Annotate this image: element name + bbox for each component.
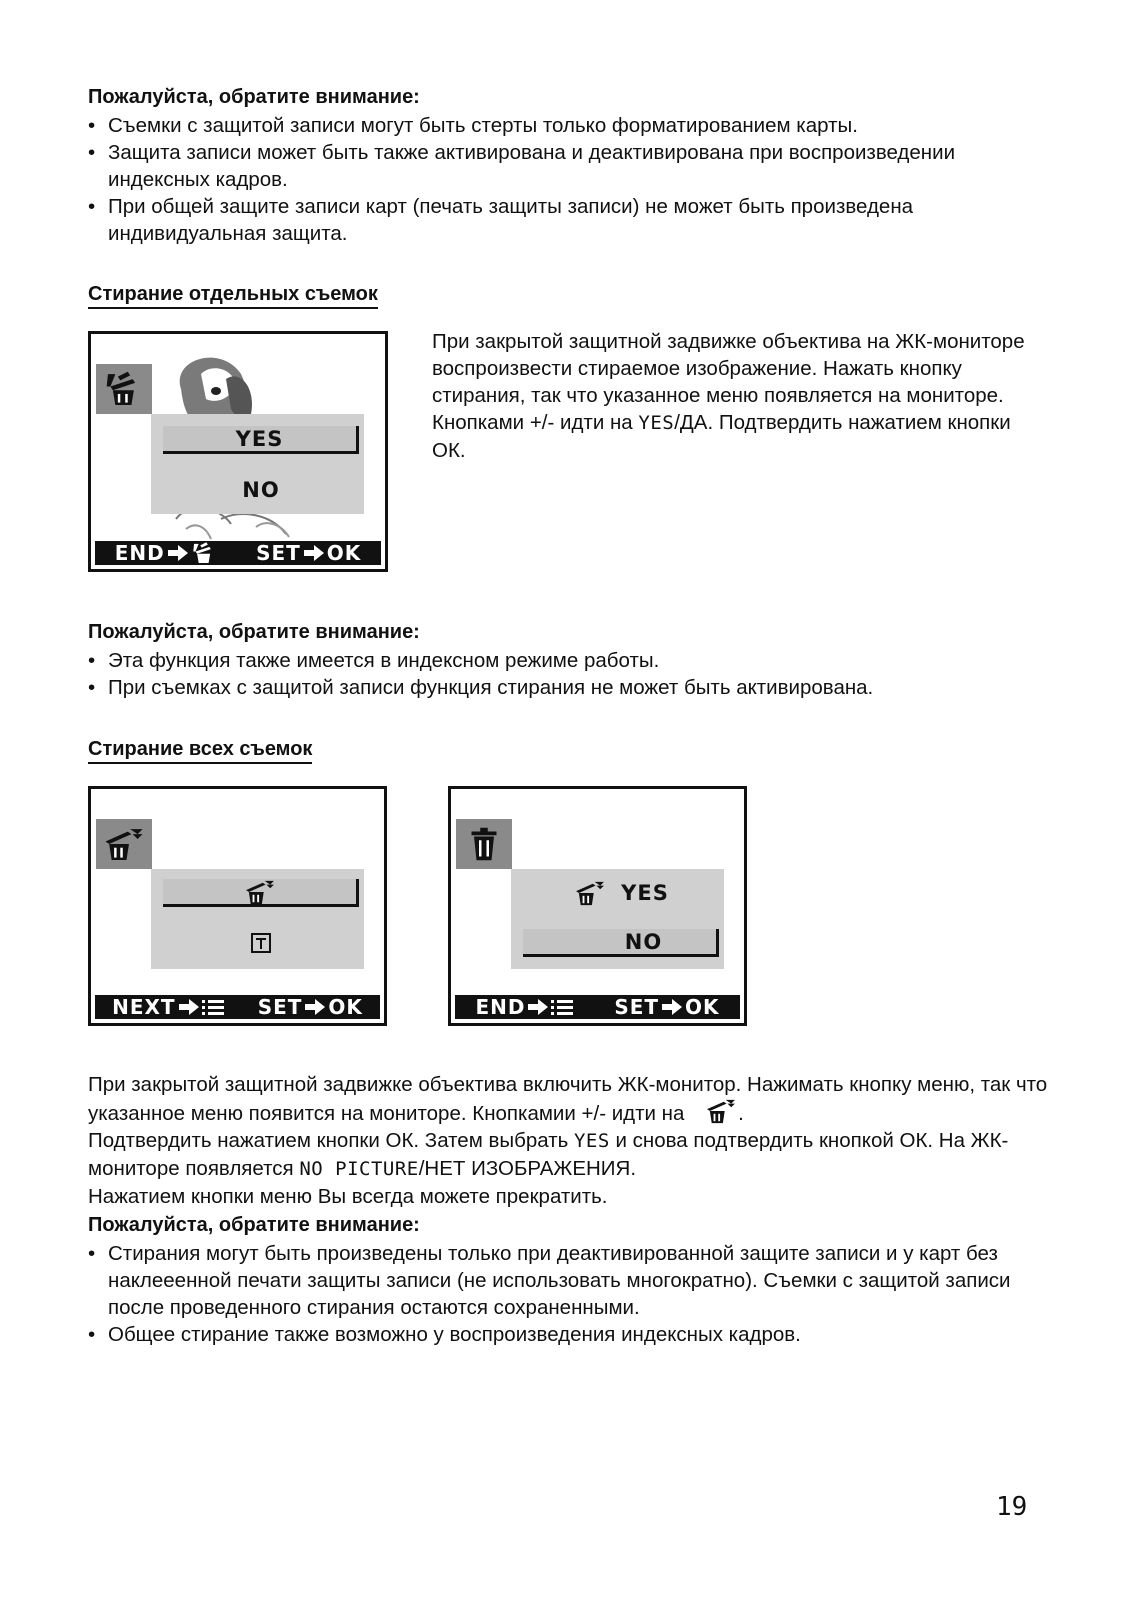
note-list [88,1240,1033,1348]
section-heading: Стирание всех съемок [88,737,312,764]
arrow-right-icon [662,999,682,1015]
status-set-label: SET [256,541,301,565]
list-item: • При съемках с защитой записи функция стирания не может быть активирована. [88,674,1048,701]
delete-single-icon [96,364,152,414]
list-item: • Общее стирание также возможно у воспроизведения индексных кадров. [88,1321,1033,1348]
arrow-right-icon [168,545,188,561]
arrow-right-icon [179,999,199,1015]
no-picture-term: NO PICTURE [299,1158,419,1180]
protect-icon [251,933,271,953]
description-text: /НЕТ ИЗОБРАЖЕНИЯ. [418,1157,637,1180]
status-next-label: NEXT [112,995,176,1019]
section1-description [432,328,1042,464]
note-list [88,112,1048,247]
status-bar [95,541,381,565]
status-ok-label: OK [326,541,362,565]
description-text: /ДА. Подтвердить нажатием кнопки ОК. [432,411,1011,462]
arrow-right-icon [304,545,324,561]
status-end-label: END [114,541,165,565]
description-line [88,1127,1048,1183]
delete-all-icon [704,1098,738,1124]
description-text: и снова подтвердить кнопкой ОК. На ЖК-мониторе появляется [88,1129,1009,1180]
note-title: Пожалуйста, обратите внимание: [88,86,420,108]
delete-all-icon [573,880,607,906]
description-text: Подтвердить нажатием кнопки ОК. Затем выбрать [88,1129,574,1152]
list-item: • При общей защите записи карт (печать защиты записи) не может быть произведена индивидуальная защита. [88,193,1048,247]
yes-term: YES [573,1130,610,1152]
lcd-screen-confirm-delete-all [448,786,747,1026]
delete-all-icon [96,819,152,869]
lcd-screen-delete-all [88,786,387,1026]
option-delete-all[interactable] [163,879,359,907]
delete-all-icon [243,879,277,905]
list-item: • Защита записи может быть также активирована и деактивирована при воспроизведении индексных кадров. [88,139,1048,193]
status-ok-label: OK [328,995,363,1019]
delete-single-icon [191,542,217,564]
arrow-right-icon [305,999,325,1015]
section2-description [88,1071,1048,1210]
option-no[interactable]: NO [242,478,280,502]
status-set-label: SET [257,995,303,1019]
arrow-right-icon [528,999,548,1015]
description-line: При закрытой защитной задвижке объектива включить ЖК-монитор. Нажимать кнопку меню, так что указанное меню появится на мониторе. Кнопкамии +/- идти на . [88,1073,1048,1125]
description-text: При закрытой защитной задвижке объектива включить ЖК-монитор. Нажимать кнопку меню, так что указанное меню появится на мониторе. Кнопкамии +/- идти на [88,1073,1048,1125]
menu-panel [151,414,364,514]
menu-panel [511,869,724,969]
status-ok-label: OK [685,995,720,1019]
description-text: При закрытой защитной задвижке объектива на ЖК-мониторе воспроизвести стираемое изображение. Нажать кнопку стирания, так что указанное меню появляется на мониторе. Кнопками +/- идти на [432,330,1025,434]
status-set-label: SET [614,995,660,1019]
note-title: Пожалуйста, обратите внимание: [88,621,420,643]
status-end-label: END [475,995,526,1019]
note-title: Пожалуйста, обратите внимание: [88,1214,420,1236]
lcd-screen-delete-single [88,331,388,572]
list-item: • Стирания могут быть произведены только при деактивированной защите записи и у карт без наклееенной печати защиты записи (не использовать многократно). Съемки с защитой записи после проведенного стирания остаются сохраненными. [88,1240,1033,1321]
note-list [88,647,1048,701]
status-bar [455,995,740,1019]
option-no[interactable]: NO [523,929,719,957]
yes-term: YES [638,412,675,434]
list-item: • Съемки с защитой записи могут быть стерты только форматированием карты. [88,112,1048,139]
section-heading: Стирание отдельных съемок [88,282,378,309]
list-icon [202,999,224,1015]
trash-icon [456,819,512,869]
menu-panel [151,869,364,969]
list-icon [551,999,573,1015]
option-yes[interactable] [523,879,719,907]
option-yes-label: YES [621,881,669,905]
page-number: 19 [996,1492,1028,1522]
status-bar [95,995,380,1019]
option-yes[interactable]: YES [163,426,359,454]
option-protect[interactable] [163,929,359,957]
description-line: Нажатием кнопки меню Вы всегда можете прекратить. [88,1185,608,1208]
list-item: • Эта функция также имеется в индексном режиме работы. [88,647,1048,674]
